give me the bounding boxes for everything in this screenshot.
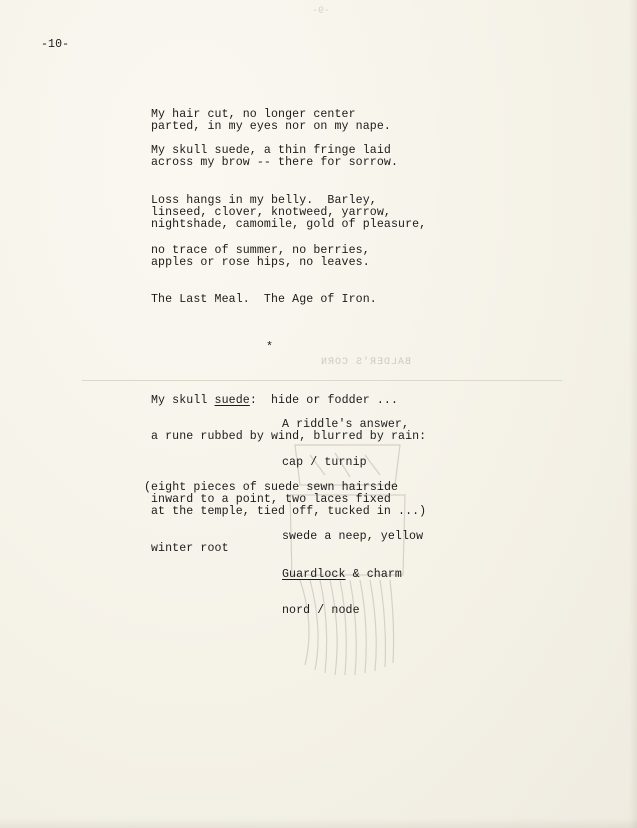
parenthetical-line-1: (eight pieces of suede sewn hairside bbox=[144, 481, 399, 494]
guardlock-line: Guardlock & charm bbox=[282, 568, 402, 581]
section-separator: * bbox=[266, 341, 274, 354]
parenthetical-line-2: inward to a point, two laces fixed bbox=[151, 493, 391, 506]
stanza-3-line-3: nightshade, camomile, gold of pleasure, bbox=[151, 218, 427, 231]
bleed-through-rule bbox=[82, 380, 562, 381]
bleed-through-title: BALDER'S CORN bbox=[320, 357, 412, 368]
stanza-3-line-2: linseed, clover, knotweed, yarrow, bbox=[151, 206, 391, 219]
stanza-1-line-1: My hair cut, no longer center bbox=[151, 108, 356, 121]
stanza-5-line-1: The Last Meal. The Age of Iron. bbox=[151, 293, 377, 306]
underlined-word-suede: suede bbox=[214, 394, 250, 407]
cap-turnip-line: cap / turnip bbox=[282, 456, 367, 469]
part-two-line-1: My skull suede: hide or fodder ... bbox=[151, 394, 399, 407]
nord-node-line: nord / node bbox=[282, 604, 360, 617]
stanza-2-line-1: My skull suede, a thin fringe laid bbox=[151, 144, 391, 157]
stanza-4-line-2: apples or rose hips, no leaves. bbox=[151, 256, 370, 269]
winter-root-line: winter root bbox=[151, 542, 229, 555]
stanza-3-line-1: Loss hangs in my belly. Barley, bbox=[151, 194, 377, 207]
paper-bottom-shadow bbox=[0, 818, 637, 828]
paper-edge-shadow bbox=[629, 0, 637, 828]
underlined-word-guardlock: Guardlock bbox=[282, 568, 346, 581]
page-number: -10- bbox=[41, 38, 70, 51]
stanza-2-line-2: across my brow -- there for sorrow. bbox=[151, 156, 399, 169]
bleed-through-page-number: -9- bbox=[312, 6, 331, 17]
stanza-4-line-1: no trace of summer, no berries, bbox=[151, 244, 370, 257]
riddle-line-1: A riddle's answer, bbox=[282, 418, 410, 431]
stanza-1-line-2: parted, in my eyes nor on my nape. bbox=[151, 120, 391, 133]
riddle-line-2: a rune rubbed by wind, blurred by rain: bbox=[151, 430, 427, 443]
swede-line: swede a neep, yellow bbox=[282, 530, 424, 543]
parenthetical-line-3: at the temple, tied off, tucked in ...) bbox=[151, 505, 427, 518]
